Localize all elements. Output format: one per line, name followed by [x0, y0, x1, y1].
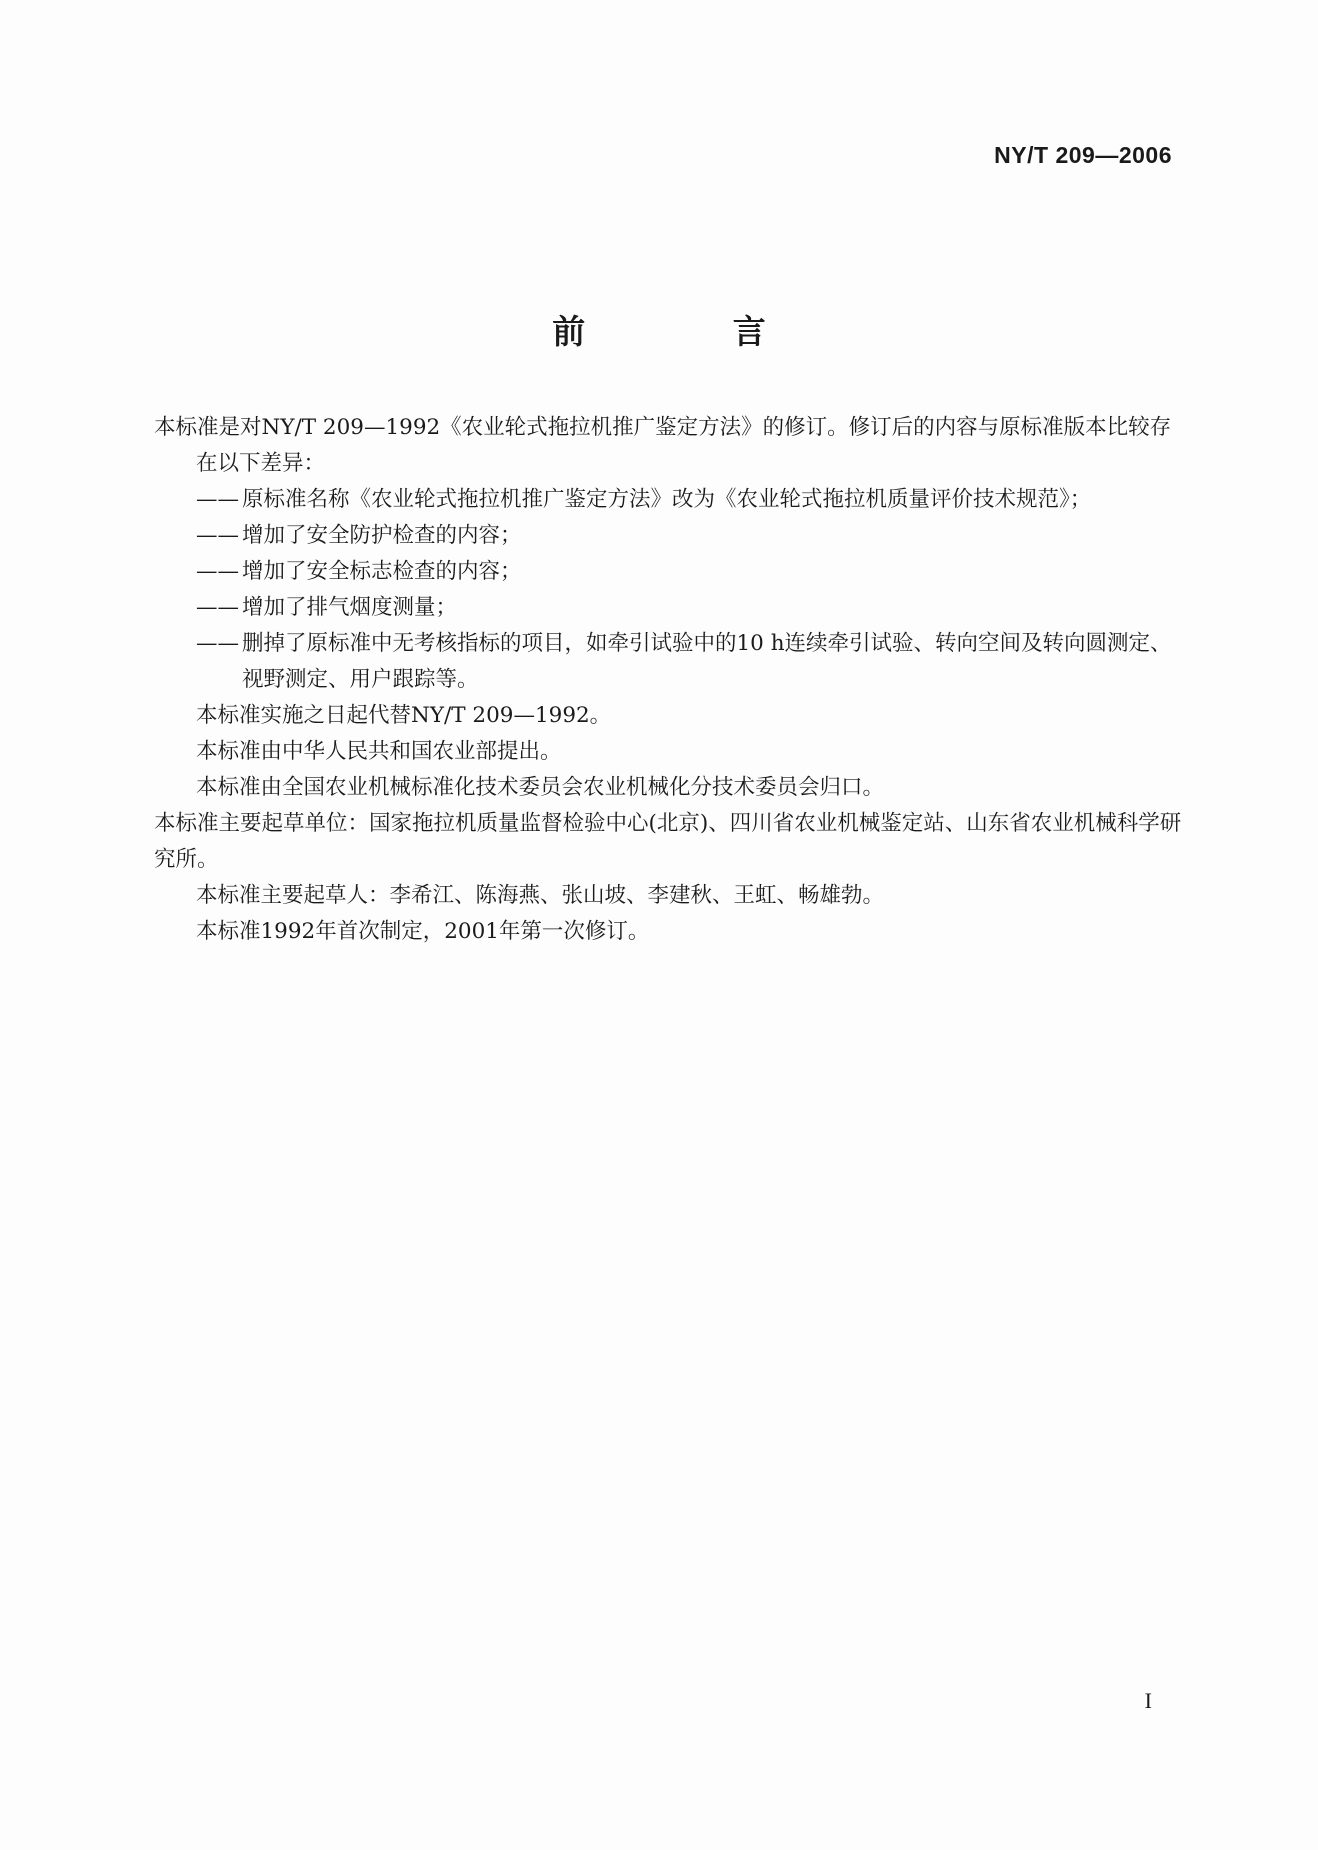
list-item-text: 增加了排气烟度测量； — [242, 595, 458, 620]
list-dash: —— — [196, 559, 239, 584]
changes-list — [196, 482, 1186, 698]
list-dash: —— — [196, 523, 239, 548]
list-dash: —— — [196, 595, 239, 620]
list-item — [196, 518, 1186, 554]
drafters-paragraph: 本标准主要起草人：李希江、陈海燕、张山坡、李建秋、王虹、畅雄勃。 — [196, 883, 885, 908]
drafting-units-paragraph: 本标准主要起草单位：国家拖拉机质量监督检验中心(北京)、四川省农业机械鉴定站、山东省农业机械科学研究所。 — [154, 811, 1182, 872]
list-item — [196, 626, 1186, 698]
list-item-text: 删掉了原标准中无考核指标的项目，如牵引试验中的10 h连续牵引试验、转向空间及转向圆测定、视野测定、用户跟踪等。 — [242, 631, 1172, 692]
list-dash: —— — [196, 631, 239, 656]
list-item — [196, 590, 1186, 626]
list-item-text: 增加了安全防护检查的内容； — [242, 523, 522, 548]
proposer-paragraph: 本标准由中华人民共和国农业部提出。 — [196, 739, 562, 764]
list-item — [196, 554, 1186, 590]
committee-paragraph: 本标准由全国农业机械标准化技术委员会农业机械化分技术委员会归口。 — [196, 775, 885, 800]
list-dash: —— — [196, 487, 239, 512]
list-item-text: 增加了安全标志检查的内容； — [242, 559, 522, 584]
preface-body — [154, 410, 1186, 950]
history-paragraph: 本标准1992年首次制定，2001年第一次修订。 — [196, 919, 650, 944]
list-item-text: 原标准名称《农业轮式拖拉机推广鉴定方法》改为《农业轮式拖拉机质量评价技术规范》； — [242, 487, 1092, 512]
list-item — [196, 482, 1186, 518]
page-number: I — [1144, 1688, 1152, 1713]
page-title: 前 言 — [552, 312, 834, 351]
intro-paragraph: 本标准是对NY/T 209—1992《农业轮式拖拉机推广鉴定方法》的修订。修订后的内容与原标准版本比较存在以下差异： — [154, 415, 1172, 476]
standard-code: NY/T 209—2006 — [994, 142, 1172, 168]
replacement-paragraph: 本标准实施之日起代替NY/T 209—1992。 — [196, 703, 612, 728]
